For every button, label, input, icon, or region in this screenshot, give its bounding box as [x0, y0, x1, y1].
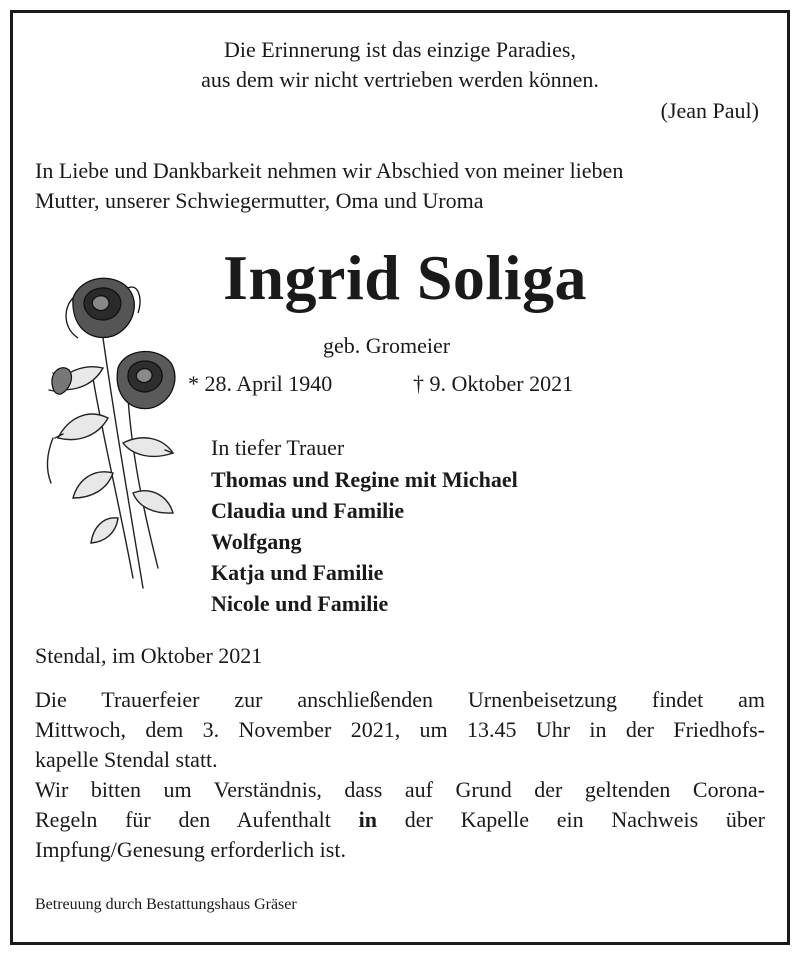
- quote-line-1: Die Erinnerung ist das einzige Paradies,: [224, 37, 576, 62]
- corona-line-2-end: der Kapelle ein Nachweis über: [404, 807, 766, 832]
- roses-illustration-icon: [33, 268, 183, 598]
- intro-line-2: Mutter, unserer Schwiegermutter, Oma und Uroma: [35, 188, 484, 213]
- funeral-home-credit: Betreuung durch Bestattungshaus Gräser: [35, 896, 297, 913]
- corona-line-2-start: Regeln für den Aufenthalt: [35, 807, 331, 832]
- corona-line-3: Impfung/Genesung erforderlich ist.: [35, 837, 346, 862]
- maiden-name: geb. Gromeier: [323, 333, 451, 358]
- funeral-line-1: Die Trauerfeier zur anschließenden Urnenbeisetzung findet am: [35, 687, 765, 712]
- obituary-notice: [10, 10, 790, 945]
- intro-line-1: In Liebe und Dankbarkeit nehmen wir Abschied von meiner lieben: [35, 158, 624, 183]
- quote-author: (Jean Paul): [660, 98, 759, 123]
- mourners-heading: In tiefer Trauer: [211, 435, 345, 460]
- place-date: Stendal, im Oktober 2021: [35, 643, 263, 668]
- corona-emphasis: in: [358, 807, 377, 832]
- mourner-name: Wolfgang: [211, 529, 302, 554]
- corona-line-2: [35, 805, 765, 835]
- mourner-name: Thomas und Regine mit Michael: [211, 467, 518, 492]
- birth-date: * 28. April 1940: [188, 371, 333, 396]
- mourner-name: Katja und Familie: [211, 560, 384, 585]
- mourner-name: Nicole und Familie: [211, 591, 389, 616]
- mourner-name: Claudia und Familie: [211, 498, 405, 523]
- funeral-line-3: kapelle Stendal statt.: [35, 747, 218, 772]
- deceased-name: Ingrid Soliga: [223, 242, 587, 313]
- death-date: † 9. Oktober 2021: [413, 371, 574, 396]
- corona-line-1: Wir bitten um Verständnis, dass auf Grund der geltenden Corona-: [35, 777, 765, 802]
- funeral-line-2: Mittwoch, dem 3. November 2021, um 13.45 Uhr in der Friedhofs-: [35, 717, 765, 742]
- quote-line-2: aus dem wir nicht vertrieben werden können.: [201, 67, 599, 92]
